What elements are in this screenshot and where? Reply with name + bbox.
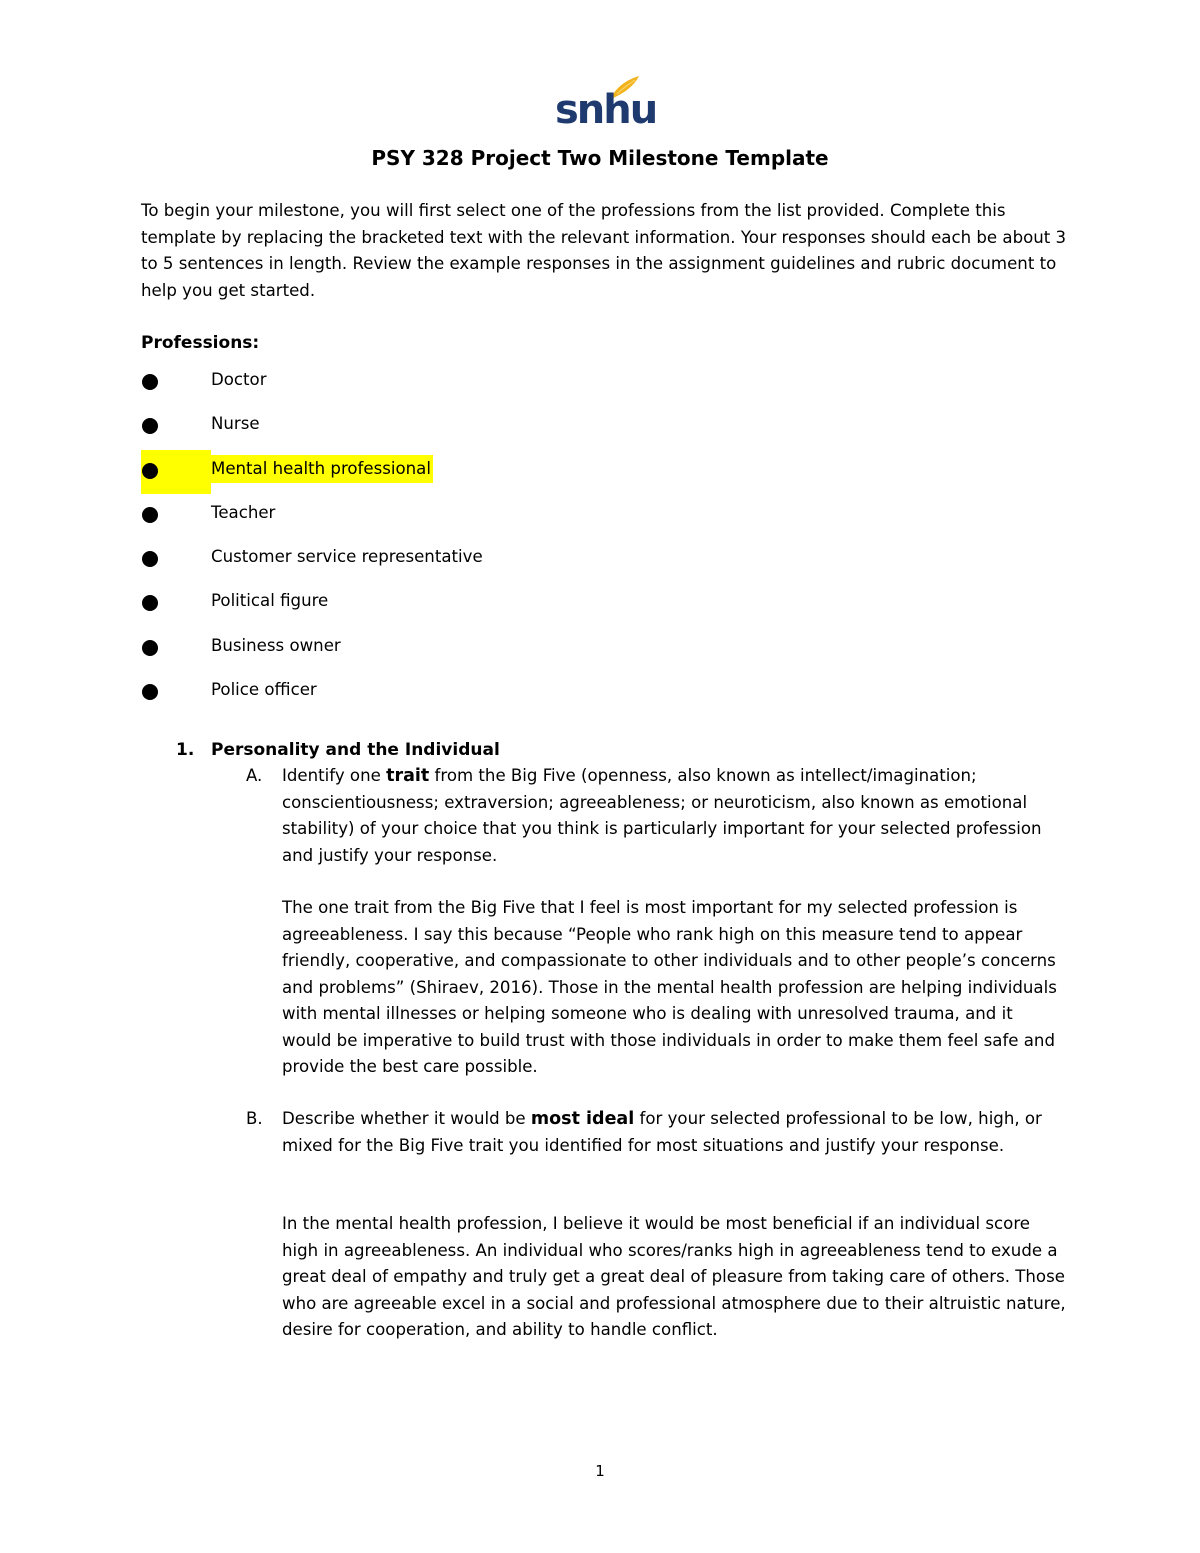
bullet-icon — [142, 595, 158, 611]
document-title: PSY 328 Project Two Milestone Template — [371, 146, 829, 170]
subitem-letter-b: B. — [246, 1109, 263, 1128]
list-item — [141, 410, 641, 454]
bullet-icon — [142, 551, 158, 567]
profession-label-highlighted: Mental health professional — [211, 455, 433, 483]
bullet-icon — [142, 374, 158, 390]
snhu-logo — [555, 74, 657, 133]
intro-paragraph: To begin your milestone, you will first select one of the professions from the list provided. Complete this template by replacing the bracketed text with the relevant information. Your responses should each be about 3 to 5 sentences in length. Review the example responses in the assignment guidelines and rubric document to help you get started. — [141, 201, 1067, 300]
profession-label: Political figure — [211, 591, 329, 611]
professions-label: Professions: — [141, 333, 260, 353]
profession-label: Teacher — [211, 502, 276, 522]
subitem-letter-a: A. — [246, 766, 263, 785]
list-item — [141, 366, 641, 410]
response-a: The one trait from the Big Five that I feel is most important for my selected profession is agreeableness. I say this because “People who rank high on this measure tend to appear friendly, cooperative, and compassionate to other individuals and to other people’s concerns and problems” (Shiraev, 2016). Those in the mental health profession are helping individuals with mental illnesses or helping someone who is dealing with unresolved trauma, and it would be imperative to build trust with those individuals in order to make them feel safe and provide the best care possible. — [282, 898, 1057, 1076]
bullet-icon — [142, 640, 158, 656]
bullet-icon — [142, 418, 158, 434]
page-number: 1 — [595, 1462, 605, 1480]
list-item — [141, 632, 641, 676]
profession-label: Nurse — [211, 414, 260, 434]
section-title: Personality and the Individual — [211, 740, 500, 760]
prompt-b-text-cont: for your selected professional to be low, high, or mixed for the Big Five trait you identified for most situations and justify your response. — [282, 1109, 1042, 1155]
prompt-b-text: Describe whether it would be — [282, 1109, 531, 1128]
professions-list — [141, 366, 641, 720]
profession-label: Business owner — [211, 635, 341, 655]
prompt-b — [282, 1106, 1067, 1159]
prompt-a — [282, 763, 1067, 869]
bullet-icon — [142, 684, 158, 700]
list-item — [141, 543, 641, 587]
profession-label: Doctor — [211, 370, 267, 389]
prompt-a-text-cont: from the Big Five (openness, also known as intellect/imagination; conscientiousness; extraversion; agreeableness; or neuroticism, also known as emotional stability) of your choice that you think is particularly important for your selected profession and justify your response. — [282, 766, 1042, 865]
prompt-a-emphasis: trait — [386, 766, 430, 786]
list-item — [141, 587, 641, 631]
profession-label: Police officer — [211, 680, 317, 700]
bullet-icon — [142, 463, 158, 479]
bullet-icon — [142, 507, 158, 523]
list-item-highlighted — [141, 455, 641, 499]
prompt-a-text: Identify one — [282, 766, 387, 785]
list-item — [141, 676, 641, 720]
section-number: 1. — [176, 740, 195, 760]
list-item — [141, 499, 641, 543]
prompt-b-emphasis: most ideal — [530, 1109, 635, 1129]
profession-label: Customer service representative — [211, 547, 483, 567]
logo-wordmark: snhu — [555, 87, 657, 133]
response-b: In the mental health profession, I believe it would be most beneficial if an individual score high in agreeableness. An individual who scores/ranks high in agreeableness tend to exude a great deal of empathy and truly get a great deal of pleasure from taking care of others. Those who are agreeable excel in a social and professional atmosphere due to their altruistic nature, desire for cooperation, and ability to handle conflict. — [282, 1214, 1066, 1339]
